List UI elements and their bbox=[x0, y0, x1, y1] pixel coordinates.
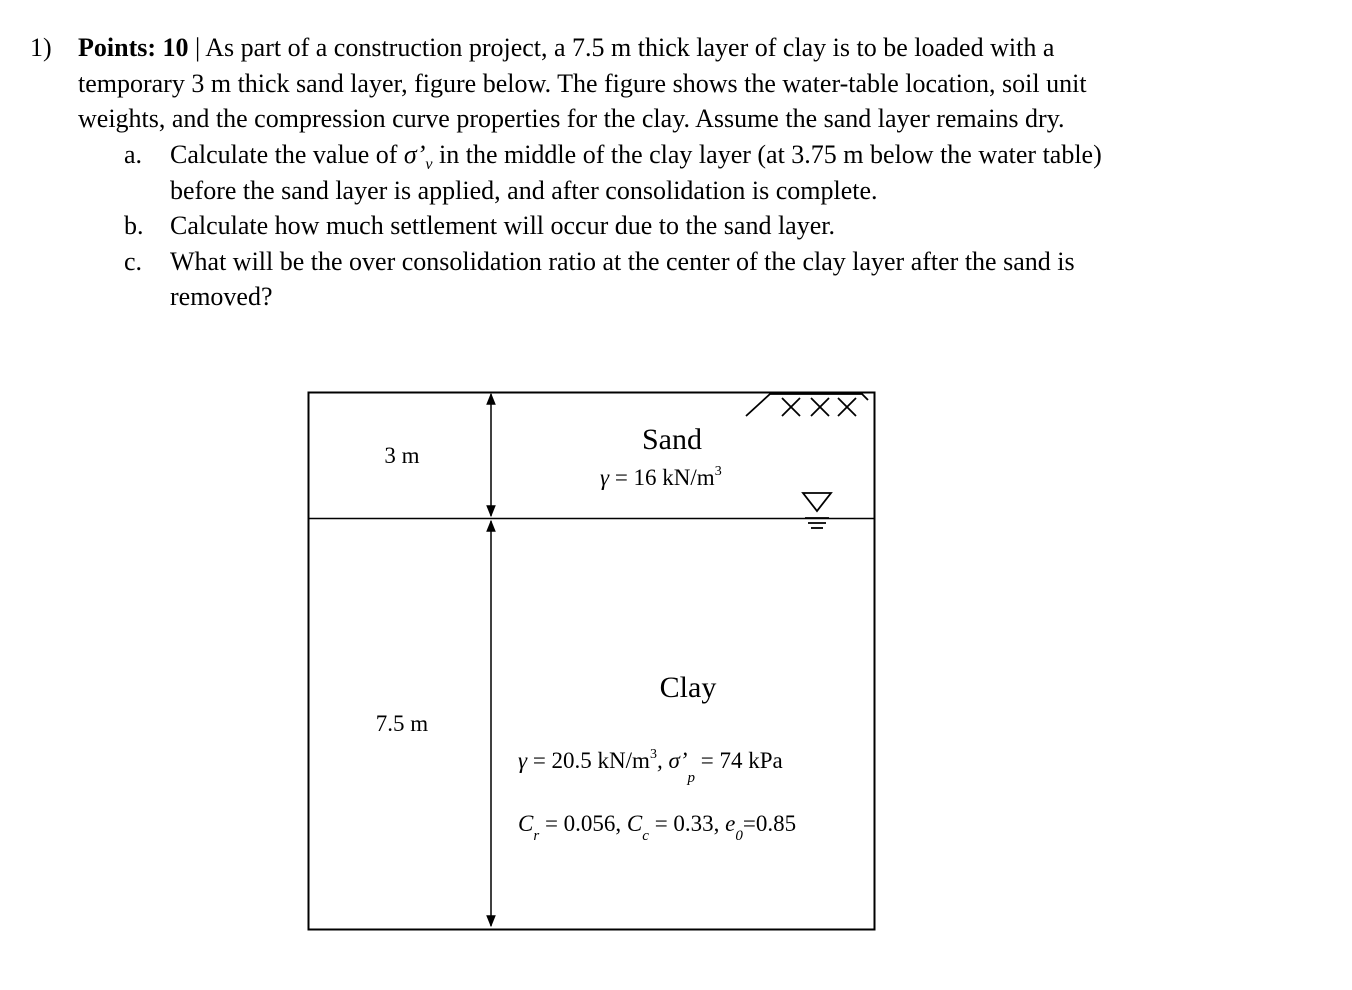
part-a-line-2: before the sand layer is applied, and after consolidation is complete. bbox=[170, 175, 878, 205]
clay-layer-name: Clay bbox=[659, 671, 717, 704]
e-value: =0.85 bbox=[742, 811, 797, 836]
clay-sigma-text: , σ’ bbox=[656, 748, 688, 773]
sand-gamma-exp: 3 bbox=[714, 464, 722, 479]
question-line-3: weights, and the compression curve properties for the clay. Assume the sand layer remains dry. bbox=[78, 104, 1065, 133]
cc-label: C bbox=[626, 811, 643, 836]
ground-surface-icon bbox=[746, 394, 868, 416]
e-sub: 0 bbox=[735, 828, 743, 844]
part-a-text-before: Calculate the value of bbox=[170, 140, 404, 169]
clay-gamma-exp: 3 bbox=[649, 747, 657, 762]
e-label: e bbox=[725, 811, 736, 836]
clay-gamma-symbol: γ bbox=[518, 748, 528, 773]
question-number: 1) bbox=[30, 33, 52, 62]
part-c-label: c. bbox=[124, 246, 143, 276]
cr-label: C bbox=[518, 811, 534, 836]
part-c-line-2: removed? bbox=[170, 282, 273, 311]
clay-sigma-value: = 74 kPa bbox=[694, 748, 783, 773]
cc-value: = 0.33, bbox=[648, 811, 726, 836]
clay-thickness-label: 7.5 m bbox=[375, 711, 429, 736]
cc-sub: c bbox=[642, 828, 649, 844]
water-table-icon bbox=[803, 493, 831, 528]
sand-unit-weight bbox=[600, 464, 722, 490]
part-a-label: a. bbox=[124, 140, 143, 169]
question-line-2: temporary 3 m thick sand layer, figure below. The figure shows the water-table location, soil unit bbox=[78, 68, 1087, 98]
clay-unit-weight bbox=[518, 747, 783, 786]
sigma-subscript-v: v bbox=[425, 156, 433, 173]
clay-sigma-sub: p bbox=[687, 770, 695, 786]
part-b-line-1: Calculate how much settlement will occur due to the sand layer. bbox=[170, 211, 835, 240]
sand-thickness-label: 3 m bbox=[384, 443, 420, 468]
question-line-1-text: As part of a construction project, a 7.5 m thick layer of clay is to be loaded with a bbox=[205, 33, 1055, 62]
sand-gamma-symbol: γ bbox=[600, 465, 610, 490]
part-c-line-1: What will be the over consolidation ratio at the center of the clay layer after the sand is bbox=[170, 246, 1075, 276]
cr-value: = 0.056, bbox=[539, 811, 627, 836]
sand-gamma-text: = 16 kN/m bbox=[609, 465, 715, 490]
sigma-symbol: σ’ bbox=[403, 140, 426, 169]
profile-outline bbox=[309, 393, 875, 930]
cr-sub: r bbox=[533, 828, 540, 844]
clay-gamma-text: = 20.5 kN/m bbox=[527, 748, 650, 773]
part-b-label: b. bbox=[124, 211, 144, 240]
points-label: Points: 10 bbox=[78, 33, 189, 62]
sand-layer-name: Sand bbox=[642, 423, 702, 456]
separator: | bbox=[188, 33, 206, 62]
clay-compression-properties bbox=[518, 811, 796, 844]
part-a-text-after: in the middle of the clay layer (at 3.75 m below the water table) bbox=[432, 140, 1102, 169]
